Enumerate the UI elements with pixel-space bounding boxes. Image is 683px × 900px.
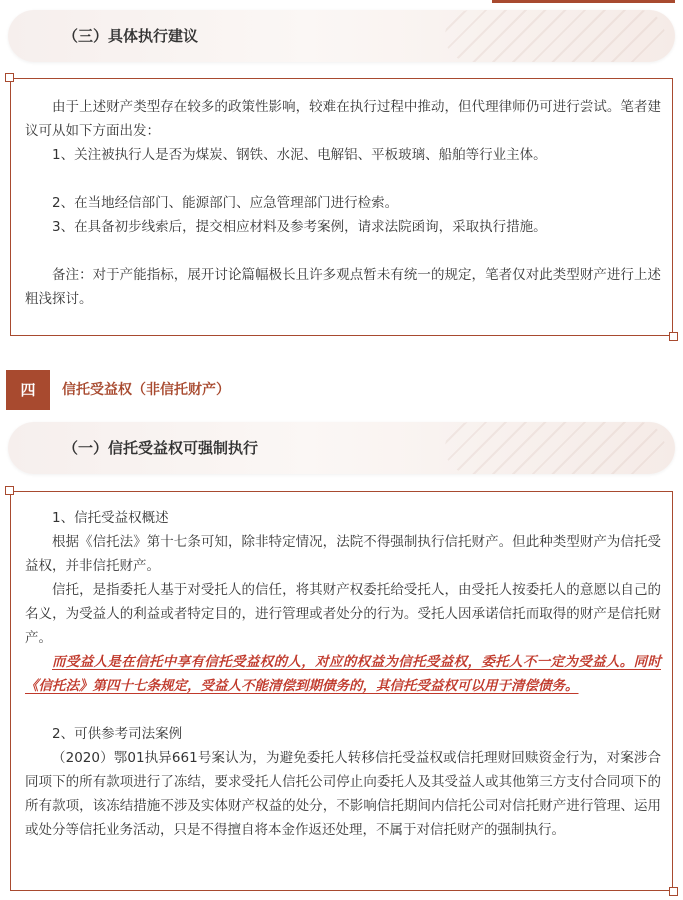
- corner-ornament: [669, 332, 678, 341]
- paragraph: 信托，是指委托人基于对受托人的信任，将其财产权委托给受托人，由受托人按委托人的意愿以自己的名义，为受益人的利益或者特定目的，进行管理或者处分的行为。受托人因承诺信托而取得的财产是信托财产。: [25, 582, 661, 646]
- paragraph: 备注：对于产能指标，展开讨论篇幅极长且许多观点暂未有统一的规定，笔者仅对此类型财产进行上述粗浅探讨。: [25, 267, 661, 307]
- subsection-title: （三）具体执行建议: [63, 27, 199, 45]
- paragraph: 由于上述财产类型存在较多的政策性影响，较难在执行过程中推动，但代理律师仍可进行尝试。笔者建议可从如下方面出发：: [25, 99, 661, 139]
- banner-decoration: [445, 422, 665, 474]
- paragraph: 根据《信托法》第十七条可知，除非特定情况，法院不得强制执行信托财产。但此种类型财产为信托受益权，并非信托财产。: [25, 534, 661, 574]
- section-header: [6, 370, 676, 410]
- paragraph: （2020）鄂01执异661号案认为，为避免委托人转移信托受益权或信托理财回赎资金行为，对案涉合同项下的所有款项进行了冻结，要求受托人信托公司停止向委托人及其受益人或其他第三方支付合同项下的所有款项，该冻结措施不涉及实体财产权益的处分，不影响信托期间内信托公司对信托财产进行管理、运用或处分等信托业务活动，只是不得擅自将本金作返还处理，不属于对信托财产的强制执行。: [25, 750, 661, 838]
- content-box-1: [10, 78, 673, 336]
- paragraph: 2、在当地经信部门、能源部门、应急管理部门进行检索。: [52, 195, 399, 211]
- top-accent-line: [492, 0, 675, 3]
- section-title: 信托受益权（非信托财产）: [62, 382, 230, 398]
- content-box-2: [10, 491, 673, 891]
- corner-ornament: [669, 887, 678, 896]
- corner-ornament: [5, 486, 14, 495]
- subsection-banner-1: [8, 422, 675, 474]
- subsection-banner-3: [8, 10, 675, 62]
- paragraph: 1、关注被执行人是否为煤炭、钢铁、水泥、电解铝、平板玻璃、船舶等行业主体。: [52, 147, 547, 163]
- emphasized-text: 而受益人是在信托中享有信托受益权的人，对应的权益为信托受益权，委托人不一定为受益人。同时《信托法》第四十七条规定，受益人不能清偿到期债务的，其信托受益权可以用于清偿债务。: [25, 654, 661, 694]
- paragraph: 2、可供参考司法案例: [52, 726, 183, 742]
- emphasized-paragraph: [25, 650, 661, 698]
- paragraph: 3、在具备初步线索后，提交相应材料及参考案例，请求法院函询，采取执行措施。: [52, 219, 547, 235]
- paragraph: 1、信托受益权概述: [52, 510, 169, 526]
- section-number: 四: [6, 370, 50, 410]
- banner-decoration: [445, 10, 665, 62]
- subsection-title: （一）信托受益权可强制执行: [63, 439, 259, 457]
- corner-ornament: [5, 73, 14, 82]
